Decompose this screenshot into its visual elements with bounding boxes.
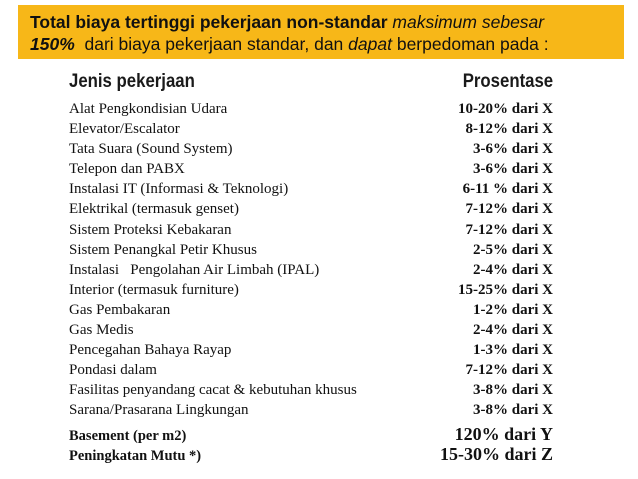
work-type-list	[69, 99, 553, 421]
banner-percent: 150%	[30, 34, 75, 54]
table-row	[69, 220, 553, 240]
extra-item-name: Basement (per m2)	[69, 428, 187, 444]
work-type-name: Alat Pengkondisian Udara	[69, 101, 228, 117]
work-type-name: Elevator/Escalator	[69, 121, 180, 138]
work-type-percentage: 2-4% dari X	[473, 322, 553, 339]
additional-list	[69, 424, 553, 464]
work-type-name: Sistem Proteksi Kebakaran	[69, 221, 232, 238]
work-type-percentage: 3-8% dari X	[473, 402, 553, 419]
table-row	[69, 159, 553, 179]
work-type-percentage: 2-5% dari X	[473, 241, 553, 258]
table-row	[69, 444, 553, 464]
banner-line-2	[30, 33, 624, 55]
extra-item-name: Peningkatan Mutu *)	[69, 448, 202, 464]
column-header-name: Jenis pekerjaan	[69, 70, 195, 92]
column-header-percentage: Prosentase	[462, 70, 553, 92]
work-type-percentage: 1-3% dari X	[473, 342, 553, 359]
table-row	[69, 199, 553, 219]
table-row	[69, 360, 553, 380]
table-row	[69, 240, 553, 260]
table-row	[69, 280, 553, 300]
work-type-percentage: 3-6% dari X	[473, 141, 553, 158]
table-row	[69, 99, 553, 119]
banner-italic-dapat: dapat	[348, 34, 392, 54]
work-type-name: Sarana/Prasarana Lingkungan	[69, 402, 249, 419]
banner-bold-text: Total biaya tertinggi pekerjaan non-standar	[30, 12, 388, 32]
work-type-percentage: 1-2% dari X	[473, 301, 553, 318]
work-type-name: Instalasi Pengolahan Air Limbah (IPAL)	[69, 261, 320, 278]
work-type-percentage: 7-12% dari X	[465, 362, 553, 379]
work-type-name: Telepon dan PABX	[69, 161, 185, 178]
table-row	[69, 424, 553, 444]
work-type-name: Instalasi IT (Informasi & Teknologi)	[69, 181, 289, 198]
banner-italic-text: maksimum sebesar	[392, 12, 545, 32]
work-type-name: Pondasi dalam	[69, 362, 157, 379]
banner-line-1	[30, 11, 624, 33]
title-banner	[18, 5, 624, 59]
work-type-percentage: 8-12% dari X	[465, 121, 553, 138]
work-type-name: Interior (termasuk furniture)	[69, 281, 239, 298]
work-type-percentage: 15-25% dari X	[458, 281, 553, 298]
table-row	[69, 119, 553, 139]
work-type-percentage: 10-20% dari X	[458, 101, 553, 117]
extra-item-percentage: 15-30% dari Z	[439, 444, 553, 464]
work-type-name: Gas Pembakaran	[69, 301, 171, 318]
work-type-name: Gas Medis	[69, 322, 134, 339]
work-type-percentage: 3-8% dari X	[473, 382, 553, 399]
work-type-name: Tata Suara (Sound System)	[69, 141, 233, 158]
work-type-name: Elektrikal (termasuk genset)	[69, 201, 239, 218]
table-row	[69, 179, 553, 199]
table-row	[69, 340, 553, 360]
work-type-percentage: 2-4% dari X	[473, 261, 553, 278]
table-row	[69, 260, 553, 280]
work-type-name: Pencegahan Bahaya Rayap	[69, 342, 232, 359]
work-type-percentage: 7-12% dari X	[465, 201, 553, 218]
banner-text-2: berpedoman pada :	[396, 34, 549, 54]
work-type-percentage: 6-11 % dari X	[462, 181, 553, 198]
table-row	[69, 300, 553, 320]
extra-item-percentage: 120% dari Y	[454, 424, 553, 444]
table-row	[69, 400, 553, 420]
work-type-percentage: 3-6% dari X	[473, 161, 553, 178]
table-row	[69, 380, 553, 400]
work-type-name: Sistem Penangkal Petir Khusus	[69, 241, 257, 258]
banner-text-1: dari biaya pekerjaan standar, dan	[84, 34, 344, 54]
work-type-percentage: 7-12% dari X	[465, 221, 553, 238]
table-row	[69, 139, 553, 159]
work-type-name: Fasilitas penyandang cacat & kebutuhan khusus	[69, 382, 357, 399]
table-row	[69, 320, 553, 340]
